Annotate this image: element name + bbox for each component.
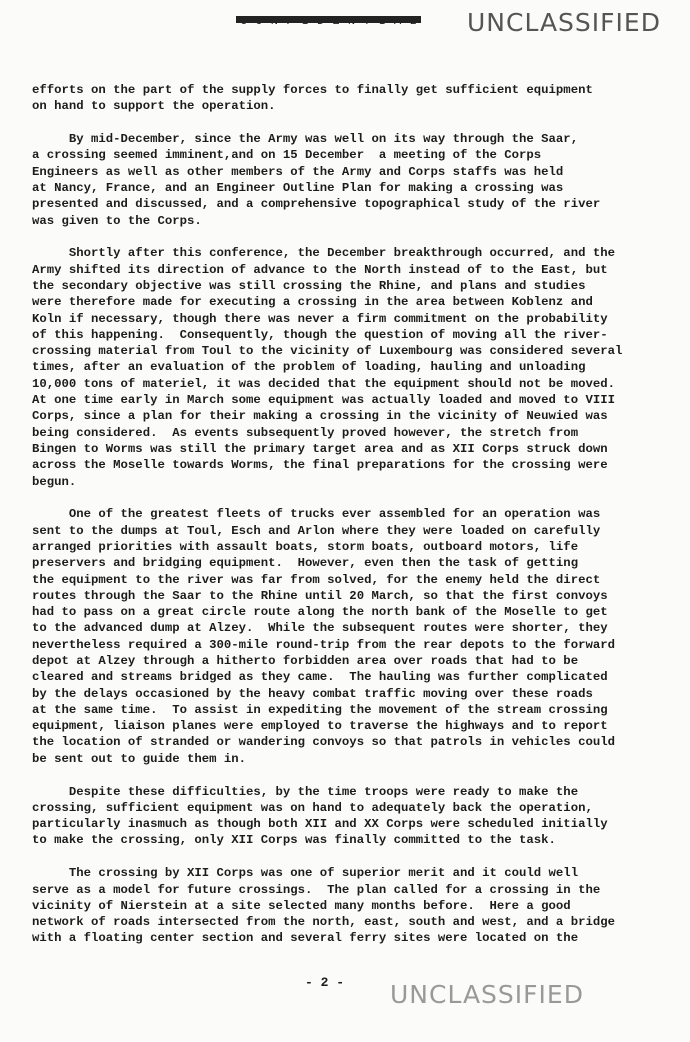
text-line: equipment, liaison planes were employed to traverse the highways and to report bbox=[32, 719, 608, 734]
text-line: arranged priorities with assault boats, storm boats, outboard motors, life bbox=[32, 539, 579, 554]
text-line: By mid-December, since the Army was well on its way through the Saar, bbox=[32, 132, 579, 147]
paragraph bbox=[32, 131, 684, 229]
text-line: Shortly after this conference, the December breakthrough occurred, and the bbox=[32, 246, 615, 261]
page-number: - 2 - bbox=[305, 975, 345, 990]
text-line: across the Moselle towards Worms, the final preparations for the crossing were bbox=[32, 458, 608, 473]
text-line: sent to the dumps at Toul, Esch and Arlon where they were loaded on carefully bbox=[32, 523, 601, 538]
text-line: The crossing by XII Corps was one of superior merit and it could well bbox=[32, 866, 579, 881]
text-line: with a floating center section and several ferry sites were located on the bbox=[32, 931, 579, 946]
text-line: by the delays occasioned by the heavy combat traffic moving over these roads bbox=[32, 686, 593, 701]
text-line: had to pass on a great circle route along the north bank of the Moselle to get bbox=[32, 605, 608, 620]
text-line: particularly inasmuch as though both XII and XX Corps were scheduled initially bbox=[32, 817, 608, 832]
text-line: a crossing seemed imminent,and on 15 December a meeting of the Corps bbox=[32, 148, 542, 163]
text-line: Army shifted its direction of advance to the North instead of to the East, but bbox=[32, 262, 608, 277]
text-line: depot at Alzey through a hitherto forbidden area over roads that had to be bbox=[32, 654, 579, 668]
text-line: were therefore made for executing a crossing in the area between Koblenz and bbox=[32, 295, 593, 310]
text-line: being considered. As events subsequently proved however, the stretch from bbox=[32, 425, 579, 440]
text-line: Corps, since a plan for their making a crossing in the vicinity of Neuwied was bbox=[32, 409, 608, 424]
text-line: cleared and streams bridged as they came. The hauling was further complicated bbox=[32, 670, 608, 685]
text-line: at Nancy, France, and an Engineer Outline Plan for making a crossing was bbox=[32, 180, 564, 195]
text-line: serve as a model for future crossings. The plan called for a crossing in the bbox=[32, 882, 601, 897]
text-line: on hand to support the operation. bbox=[32, 99, 276, 114]
text-line: Bingen to Worms was still the primary target area and as XII Corps struck down bbox=[32, 441, 608, 456]
paragraph bbox=[32, 245, 684, 489]
unclassified-stamp-top: UNCLASSIFIED bbox=[467, 8, 661, 37]
text-line: presented and discussed, and a comprehensive topographical study of the river bbox=[32, 197, 601, 212]
struck-classification-marking bbox=[240, 14, 417, 28]
text-line: Despite these difficulties, by the time troops were ready to make the bbox=[32, 784, 579, 799]
text-line: efforts on the part of the supply forces to finally get sufficient equipment bbox=[32, 83, 593, 97]
text-line: of this happening. Consequently, though the question of moving all the river- bbox=[32, 327, 608, 342]
text-line: to make the crossing, only XII Corps was finally committed to the task. bbox=[32, 833, 556, 848]
text-line: nevertheless required a 300-mile round-trip from the rear depots to the forward bbox=[32, 637, 615, 652]
paragraph bbox=[32, 784, 684, 849]
text-line: the location of stranded or wandering convoys so that patrols in vehicles could bbox=[32, 735, 615, 750]
text-line: begun. bbox=[32, 474, 77, 489]
paragraph bbox=[32, 82, 684, 115]
unclassified-stamp-bottom: UNCLASSIFIED bbox=[390, 980, 584, 1009]
text-line: the secondary objective was still crossing the Rhine, and plans and studies bbox=[32, 278, 586, 293]
text-line: crossing, sufficient equipment was on hand to adequately back the operation, bbox=[32, 800, 593, 815]
text-line: was given to the Corps. bbox=[32, 213, 202, 228]
text-line: be sent out to guide them in. bbox=[32, 751, 247, 766]
text-line: One of the greatest fleets of trucks ever assembled for an operation was bbox=[32, 507, 601, 522]
text-line: preservers and bridging equipment. However, even then the task of getting bbox=[32, 556, 579, 571]
text-line: the equipment to the river was far from solved, for the enemy held the direct bbox=[32, 572, 601, 587]
text-line: At one time early in March some equipment was actually loaded and moved to VIII bbox=[32, 393, 615, 408]
paragraph bbox=[32, 506, 684, 767]
text-line: crossing material from Toul to the vicinity of Luxembourg was considered several bbox=[32, 344, 623, 359]
text-line: vicinity of Nierstein at a site selected many months before. Here a good bbox=[32, 898, 571, 913]
text-line: Engineers as well as other members of the Army and Corps staffs was held bbox=[32, 164, 564, 179]
text-line: Koln if necessary, though there was never a firm commitment on the probability bbox=[32, 311, 608, 326]
text-line: at the same time. To assist in expediting the movement of the stream crossing bbox=[32, 702, 608, 717]
document-body bbox=[32, 82, 684, 963]
text-line: network of roads intersected from the north, east, south and west, and a bridge bbox=[32, 915, 615, 930]
text-line: routes through the Saar to the Rhine until 20 March, so that the first convoys bbox=[32, 588, 608, 603]
paragraph bbox=[32, 865, 684, 946]
strike-through-bar bbox=[236, 16, 421, 23]
text-line: to the advanced dump at Alzey. While the subsequent routes were shorter, they bbox=[32, 621, 608, 636]
text-line: times, after an evaluation of the problem of loading, hauling and unloading bbox=[32, 360, 586, 375]
text-line: 10,000 tons of materiel, it was decided that the equipment should not be moved. bbox=[32, 376, 615, 391]
